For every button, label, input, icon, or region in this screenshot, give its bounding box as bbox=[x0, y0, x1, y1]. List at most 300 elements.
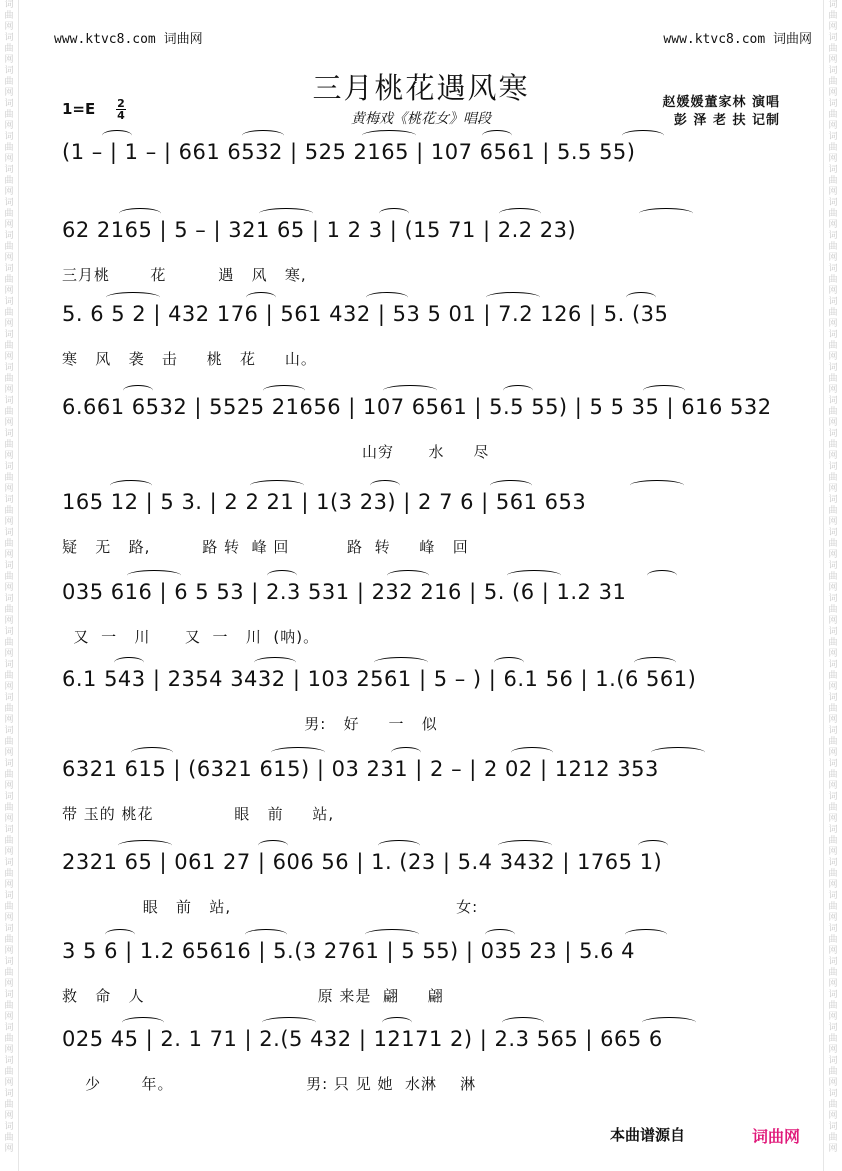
watermark-char: 曲 bbox=[4, 671, 14, 681]
watermark-char: 曲 bbox=[4, 209, 14, 219]
watermark-char: 曲 bbox=[828, 770, 838, 780]
credit-line-singers: 赵媛媛董家林 演唱 bbox=[662, 95, 780, 110]
watermark-char: 曲 bbox=[828, 704, 838, 714]
watermark-char: 曲 bbox=[4, 605, 14, 615]
watermark-char: 曲 bbox=[4, 374, 14, 384]
watermark-char: 网 bbox=[4, 616, 14, 626]
watermark-char: 曲 bbox=[828, 209, 838, 219]
watermark-char: 网 bbox=[828, 715, 838, 725]
watermark-char: 曲 bbox=[4, 176, 14, 186]
watermark-char: 词 bbox=[828, 858, 838, 868]
watermark-char: 曲 bbox=[4, 77, 14, 87]
watermark-char: 词 bbox=[828, 891, 838, 901]
watermark-char: 词 bbox=[4, 792, 14, 802]
watermark-char: 词 bbox=[4, 957, 14, 967]
watermark-char: 网 bbox=[4, 352, 14, 362]
watermark-char: 网 bbox=[828, 682, 838, 692]
watermark-char: 曲 bbox=[828, 242, 838, 252]
watermark-char: 曲 bbox=[828, 143, 838, 153]
watermark-char: 词 bbox=[828, 693, 838, 703]
watermark-char: 曲 bbox=[4, 341, 14, 351]
slur-mark bbox=[259, 208, 313, 219]
notes-line: 6.1 543 | 2354 3432 | 103 2561 | 5 – ) | 6.1 56 | 1.(6 561) bbox=[62, 667, 697, 691]
slur-mark bbox=[374, 657, 428, 668]
watermark-char: 网 bbox=[4, 1078, 14, 1088]
watermark-char: 网 bbox=[4, 847, 14, 857]
watermark-char: 词 bbox=[828, 759, 838, 769]
watermark-char: 曲 bbox=[4, 737, 14, 747]
time-top: 2 bbox=[117, 97, 125, 110]
watermark-char: 网 bbox=[4, 517, 14, 527]
watermark-char: 网 bbox=[4, 1144, 14, 1154]
watermark-char: 词 bbox=[828, 429, 838, 439]
slur-mark bbox=[639, 208, 693, 219]
notes-line: 5. 6 5 2 | 432 176 | 561 432 | 53 5 01 | 7.2 126 | 5. (35 bbox=[62, 302, 669, 326]
watermark-char: 词 bbox=[828, 561, 838, 571]
watermark-char: 词 bbox=[828, 264, 838, 274]
watermark-char: 词 bbox=[828, 165, 838, 175]
watermark-char: 曲 bbox=[4, 506, 14, 516]
watermark-char: 词 bbox=[4, 132, 14, 142]
watermark-char: 曲 bbox=[828, 308, 838, 318]
watermark-char: 曲 bbox=[828, 473, 838, 483]
watermark-char: 词 bbox=[828, 924, 838, 934]
slur-mark bbox=[485, 929, 515, 940]
watermark-char: 词 bbox=[4, 33, 14, 43]
watermark-char: 词 bbox=[4, 198, 14, 208]
watermark-char: 网 bbox=[4, 1045, 14, 1055]
watermark-char: 词 bbox=[828, 495, 838, 505]
watermark-char: 词 bbox=[828, 0, 838, 10]
watermark-char: 网 bbox=[828, 616, 838, 626]
watermark-char: 网 bbox=[4, 484, 14, 494]
slur-mark bbox=[258, 840, 288, 851]
watermark-char: 网 bbox=[828, 187, 838, 197]
watermark-char: 曲 bbox=[4, 968, 14, 978]
watermark-char: 词 bbox=[828, 1122, 838, 1132]
watermark-char: 曲 bbox=[4, 704, 14, 714]
watermark-char: 曲 bbox=[4, 1034, 14, 1044]
watermark-char: 词 bbox=[828, 363, 838, 373]
slur-mark bbox=[366, 292, 408, 303]
watermark-char: 词 bbox=[4, 594, 14, 604]
site-url-left: www.ktvc8.com 词曲网 bbox=[54, 32, 203, 47]
watermark-char: 词 bbox=[4, 825, 14, 835]
watermark-char: 曲 bbox=[828, 605, 838, 615]
watermark-char: 网 bbox=[828, 1045, 838, 1055]
site-url-right: www.ktvc8.com 词曲网 bbox=[663, 32, 812, 47]
slur-mark bbox=[362, 130, 416, 141]
credit-line-transcriber: 彭 泽 老 扶 记制 bbox=[673, 113, 780, 128]
slur-mark bbox=[365, 929, 419, 940]
watermark-char: 曲 bbox=[4, 869, 14, 879]
watermark-char: 词 bbox=[4, 693, 14, 703]
watermark-char: 词 bbox=[828, 396, 838, 406]
watermark-char: 网 bbox=[4, 55, 14, 65]
watermark-char: 网 bbox=[828, 649, 838, 659]
watermark-char: 曲 bbox=[4, 638, 14, 648]
watermark-char: 曲 bbox=[4, 1067, 14, 1077]
performer-credits bbox=[662, 94, 780, 130]
lyrics-line: 寒 风 袭 击 桃 花 山。 bbox=[62, 350, 317, 368]
slur-mark bbox=[511, 747, 553, 758]
slur-mark bbox=[378, 840, 420, 851]
slur-mark bbox=[482, 130, 512, 141]
watermark-char: 网 bbox=[828, 121, 838, 131]
watermark-char: 曲 bbox=[828, 110, 838, 120]
watermark-char: 网 bbox=[828, 418, 838, 428]
watermark-char: 曲 bbox=[4, 275, 14, 285]
watermark-char: 网 bbox=[828, 1012, 838, 1022]
slur-mark bbox=[642, 1017, 696, 1028]
watermark-char: 曲 bbox=[828, 836, 838, 846]
watermark-char: 网 bbox=[828, 451, 838, 461]
slur-mark bbox=[647, 570, 677, 581]
watermark-char: 曲 bbox=[4, 1133, 14, 1143]
watermark-char: 网 bbox=[4, 814, 14, 824]
watermark-char: 网 bbox=[828, 946, 838, 956]
lyrics-line: 带 玉的 桃花 眼 前 站, bbox=[62, 805, 335, 823]
song-subtitle: 黄梅戏《桃花女》唱段 bbox=[351, 111, 491, 127]
watermark-char: 网 bbox=[4, 913, 14, 923]
watermark-char: 网 bbox=[828, 1078, 838, 1088]
watermark-char: 词 bbox=[828, 1056, 838, 1066]
slur-mark bbox=[114, 657, 144, 668]
time-signature bbox=[116, 98, 126, 121]
watermark-char: 词 bbox=[4, 1023, 14, 1033]
watermark-char: 词 bbox=[4, 165, 14, 175]
watermark-char: 曲 bbox=[828, 902, 838, 912]
watermark-char: 网 bbox=[4, 121, 14, 131]
slur-mark bbox=[254, 657, 296, 668]
slur-mark bbox=[383, 385, 437, 396]
watermark-char: 网 bbox=[828, 220, 838, 230]
watermark-char: 网 bbox=[4, 253, 14, 263]
slur-mark bbox=[105, 929, 135, 940]
slur-mark bbox=[622, 130, 664, 141]
lyrics-line: 救 命 人 原 来是 翩 翩 bbox=[62, 987, 444, 1005]
watermark-char: 曲 bbox=[4, 44, 14, 54]
watermark-char: 曲 bbox=[4, 1100, 14, 1110]
watermark-char: 词 bbox=[828, 957, 838, 967]
watermark-char: 网 bbox=[4, 979, 14, 989]
watermark-char: 曲 bbox=[4, 11, 14, 21]
watermark-char: 曲 bbox=[4, 935, 14, 945]
watermark-char: 网 bbox=[4, 1111, 14, 1121]
watermark-char: 词 bbox=[828, 132, 838, 142]
watermark-char: 词 bbox=[4, 495, 14, 505]
slur-mark bbox=[507, 570, 561, 581]
watermark-char: 网 bbox=[828, 748, 838, 758]
watermark-char: 词 bbox=[828, 99, 838, 109]
watermark-char: 词 bbox=[828, 330, 838, 340]
watermark-char: 网 bbox=[4, 682, 14, 692]
watermark-char: 曲 bbox=[4, 836, 14, 846]
watermark-char: 网 bbox=[828, 253, 838, 263]
watermark-char: 网 bbox=[828, 154, 838, 164]
watermark-char: 曲 bbox=[828, 803, 838, 813]
watermark-char: 网 bbox=[828, 913, 838, 923]
notes-line: 025 45 | 2. 1 71 | 2.(5 432 | 12171 2) | 2.3 565 | 665 6 bbox=[62, 1027, 663, 1051]
key-signature: 1=E bbox=[62, 100, 96, 118]
watermark-char: 词 bbox=[4, 462, 14, 472]
watermark-char: 网 bbox=[4, 187, 14, 197]
watermark-char: 曲 bbox=[4, 539, 14, 549]
watermark-char: 网 bbox=[828, 484, 838, 494]
watermark-char: 网 bbox=[4, 451, 14, 461]
watermark-char: 曲 bbox=[828, 11, 838, 21]
watermark-char: 曲 bbox=[828, 506, 838, 516]
watermark-char: 网 bbox=[828, 22, 838, 32]
watermark-char: 词 bbox=[4, 363, 14, 373]
slur-mark bbox=[391, 747, 421, 758]
slur-mark bbox=[651, 747, 705, 758]
watermark-char: 曲 bbox=[4, 902, 14, 912]
watermark-char: 词 bbox=[828, 1023, 838, 1033]
watermark-char: 词 bbox=[4, 99, 14, 109]
slur-mark bbox=[387, 570, 429, 581]
slur-mark bbox=[625, 929, 667, 940]
watermark-char: 词 bbox=[828, 627, 838, 637]
watermark-char: 曲 bbox=[828, 44, 838, 54]
lyrics-line: 山穷 水 尽 bbox=[62, 443, 490, 461]
watermark-char: 词 bbox=[828, 660, 838, 670]
slur-mark bbox=[250, 480, 304, 491]
lyrics-line: 男: 好 一 似 bbox=[62, 715, 438, 733]
source-site: 词曲网 bbox=[752, 1127, 801, 1146]
slur-mark bbox=[123, 385, 153, 396]
watermark-char: 网 bbox=[4, 583, 14, 593]
watermark-char: 网 bbox=[4, 550, 14, 560]
slur-mark bbox=[271, 747, 325, 758]
watermark-char: 曲 bbox=[4, 770, 14, 780]
lyrics-line: 少 年。 男: 只 见 她 水淋 淋 bbox=[62, 1075, 477, 1093]
time-bottom: 4 bbox=[117, 109, 125, 122]
watermark-char: 曲 bbox=[828, 539, 838, 549]
watermark-char: 词 bbox=[4, 330, 14, 340]
watermark-char: 曲 bbox=[828, 671, 838, 681]
lyrics-line: 眼 前 站, 女: bbox=[62, 898, 479, 916]
slur-mark bbox=[118, 840, 172, 851]
watermark-char: 曲 bbox=[828, 275, 838, 285]
slur-mark bbox=[634, 657, 676, 668]
watermark-char: 网 bbox=[4, 220, 14, 230]
watermark-char: 曲 bbox=[828, 1133, 838, 1143]
watermark-char: 网 bbox=[828, 385, 838, 395]
watermark-char: 曲 bbox=[828, 638, 838, 648]
watermark-char: 曲 bbox=[828, 572, 838, 582]
watermark-char: 网 bbox=[4, 1012, 14, 1022]
right-watermark-strip bbox=[823, 0, 842, 1171]
slur-mark bbox=[122, 1017, 164, 1028]
watermark-char: 词 bbox=[828, 462, 838, 472]
watermark-char: 曲 bbox=[4, 803, 14, 813]
source-label: 本曲谱源自 bbox=[610, 1126, 686, 1144]
watermark-char: 曲 bbox=[828, 1001, 838, 1011]
slur-mark bbox=[382, 1017, 412, 1028]
notes-line: 6.661 6532 | 5525 21656 | 107 6561 | 5.5 55) | 5 5 35 | 616 532 bbox=[62, 395, 772, 419]
watermark-char: 曲 bbox=[828, 374, 838, 384]
notes-line: 035 616 | 6 5 53 | 2.3 531 | 232 216 | 5. (6 | 1.2 31 bbox=[62, 580, 627, 604]
watermark-char: 曲 bbox=[828, 869, 838, 879]
watermark-char: 曲 bbox=[4, 143, 14, 153]
watermark-char: 词 bbox=[4, 561, 14, 571]
watermark-char: 曲 bbox=[828, 1034, 838, 1044]
slur-mark bbox=[502, 1017, 544, 1028]
watermark-char: 网 bbox=[828, 979, 838, 989]
watermark-char: 词 bbox=[4, 858, 14, 868]
notes-line: 3 5 6 | 1.2 65616 | 5.(3 2761 | 5 55) | 035 23 | 5.6 4 bbox=[62, 939, 636, 963]
watermark-char: 曲 bbox=[4, 473, 14, 483]
watermark-char: 词 bbox=[4, 924, 14, 934]
watermark-char: 词 bbox=[4, 990, 14, 1000]
watermark-char: 网 bbox=[828, 1111, 838, 1121]
slur-mark bbox=[242, 130, 284, 141]
watermark-char: 曲 bbox=[828, 737, 838, 747]
song-title: 三月桃花遇风寒 bbox=[312, 71, 530, 105]
watermark-char: 网 bbox=[828, 517, 838, 527]
watermark-char: 词 bbox=[4, 231, 14, 241]
watermark-char: 网 bbox=[828, 814, 838, 824]
watermark-char: 词 bbox=[4, 891, 14, 901]
slur-mark bbox=[494, 657, 524, 668]
slur-mark bbox=[498, 840, 552, 851]
watermark-char: 网 bbox=[4, 649, 14, 659]
watermark-char: 网 bbox=[828, 55, 838, 65]
notes-line: 6321 615 | (6321 615) | 03 231 | 2 – | 2 02 | 1212 353 bbox=[62, 757, 659, 781]
slur-mark bbox=[102, 130, 132, 141]
watermark-char: 曲 bbox=[4, 440, 14, 450]
watermark-char: 曲 bbox=[828, 407, 838, 417]
watermark-char: 网 bbox=[4, 154, 14, 164]
slur-mark bbox=[486, 292, 540, 303]
watermark-char: 网 bbox=[828, 847, 838, 857]
slur-mark bbox=[106, 292, 160, 303]
watermark-char: 网 bbox=[4, 22, 14, 32]
watermark-char: 曲 bbox=[828, 77, 838, 87]
watermark-char: 曲 bbox=[828, 440, 838, 450]
watermark-char: 网 bbox=[828, 1144, 838, 1154]
slur-mark bbox=[638, 840, 668, 851]
watermark-char: 曲 bbox=[828, 935, 838, 945]
slur-mark bbox=[119, 208, 161, 219]
slur-mark bbox=[127, 570, 181, 581]
watermark-char: 词 bbox=[828, 198, 838, 208]
watermark-char: 网 bbox=[828, 550, 838, 560]
watermark-char: 网 bbox=[4, 88, 14, 98]
watermark-char: 词 bbox=[828, 33, 838, 43]
watermark-char: 词 bbox=[828, 1089, 838, 1099]
watermark-char: 网 bbox=[4, 946, 14, 956]
slur-mark bbox=[267, 570, 297, 581]
slur-mark bbox=[246, 292, 276, 303]
watermark-char: 网 bbox=[4, 286, 14, 296]
watermark-char: 曲 bbox=[828, 968, 838, 978]
watermark-char: 网 bbox=[828, 286, 838, 296]
watermark-char: 词 bbox=[4, 396, 14, 406]
slur-mark bbox=[630, 480, 684, 491]
watermark-char: 曲 bbox=[4, 308, 14, 318]
notes-line: 2321 65 | 061 27 | 606 56 | 1. (23 | 5.4 3432 | 1765 1) bbox=[62, 850, 663, 874]
watermark-char: 词 bbox=[828, 297, 838, 307]
watermark-char: 词 bbox=[4, 264, 14, 274]
watermark-char: 词 bbox=[4, 297, 14, 307]
watermark-char: 词 bbox=[828, 66, 838, 76]
lyrics-line: 疑 无 路, 路 转 峰 回 路 转 峰 回 bbox=[62, 538, 469, 556]
slur-mark bbox=[245, 929, 287, 940]
watermark-char: 曲 bbox=[4, 1001, 14, 1011]
watermark-char: 网 bbox=[4, 781, 14, 791]
watermark-char: 曲 bbox=[4, 110, 14, 120]
slur-mark bbox=[131, 747, 173, 758]
watermark-char: 词 bbox=[828, 594, 838, 604]
watermark-char: 词 bbox=[828, 231, 838, 241]
watermark-char: 词 bbox=[4, 0, 14, 10]
lyrics-line: 又 一 川 又 一 川 (呐)。 bbox=[62, 628, 320, 646]
notes-line: (1 – | 1 – | 661 6532 | 525 2165 | 107 6561 | 5.5 55) bbox=[62, 140, 636, 164]
watermark-char: 网 bbox=[4, 880, 14, 890]
lyrics-line: 三月桃 花 遇 风 寒, bbox=[62, 266, 307, 284]
watermark-char: 网 bbox=[4, 385, 14, 395]
watermark-char: 词 bbox=[828, 825, 838, 835]
watermark-char: 网 bbox=[4, 748, 14, 758]
watermark-char: 词 bbox=[4, 726, 14, 736]
watermark-char: 词 bbox=[4, 528, 14, 538]
watermark-char: 词 bbox=[4, 759, 14, 769]
watermark-char: 词 bbox=[4, 660, 14, 670]
watermark-char: 词 bbox=[828, 792, 838, 802]
watermark-char: 曲 bbox=[4, 572, 14, 582]
watermark-char: 网 bbox=[828, 583, 838, 593]
watermark-char: 曲 bbox=[828, 1067, 838, 1077]
watermark-char: 网 bbox=[4, 319, 14, 329]
slur-mark bbox=[503, 385, 533, 396]
watermark-char: 词 bbox=[828, 726, 838, 736]
watermark-char: 词 bbox=[4, 66, 14, 76]
watermark-char: 网 bbox=[4, 418, 14, 428]
watermark-char: 词 bbox=[4, 1089, 14, 1099]
watermark-char: 词 bbox=[828, 528, 838, 538]
watermark-char: 曲 bbox=[4, 407, 14, 417]
left-watermark-strip bbox=[0, 0, 19, 1171]
slur-mark bbox=[499, 208, 541, 219]
watermark-char: 网 bbox=[828, 880, 838, 890]
watermark-char: 词 bbox=[4, 627, 14, 637]
slur-mark bbox=[262, 1017, 316, 1028]
watermark-char: 词 bbox=[4, 429, 14, 439]
watermark-char: 曲 bbox=[828, 341, 838, 351]
watermark-char: 网 bbox=[828, 352, 838, 362]
watermark-char: 网 bbox=[4, 715, 14, 725]
watermark-char: 词 bbox=[4, 1122, 14, 1132]
watermark-char: 曲 bbox=[4, 242, 14, 252]
watermark-char: 网 bbox=[828, 88, 838, 98]
watermark-char: 词 bbox=[828, 990, 838, 1000]
slur-mark bbox=[626, 292, 656, 303]
watermark-char: 网 bbox=[828, 319, 838, 329]
slur-mark bbox=[643, 385, 685, 396]
slur-mark bbox=[379, 208, 409, 219]
notes-line: 62 2165 | 5 – | 321 65 | 1 2 3 | (15 71 | 2.2 23) bbox=[62, 218, 577, 242]
slur-mark bbox=[110, 480, 152, 491]
watermark-char: 网 bbox=[828, 781, 838, 791]
watermark-char: 曲 bbox=[828, 1100, 838, 1110]
notes-line: 165 12 | 5 3. | 2 2 21 | 1(3 23) | 2 7 6 | 561 653 bbox=[62, 490, 587, 514]
slur-mark bbox=[490, 480, 532, 491]
watermark-char: 曲 bbox=[828, 176, 838, 186]
watermark-char: 词 bbox=[4, 1056, 14, 1066]
slur-mark bbox=[370, 480, 400, 491]
